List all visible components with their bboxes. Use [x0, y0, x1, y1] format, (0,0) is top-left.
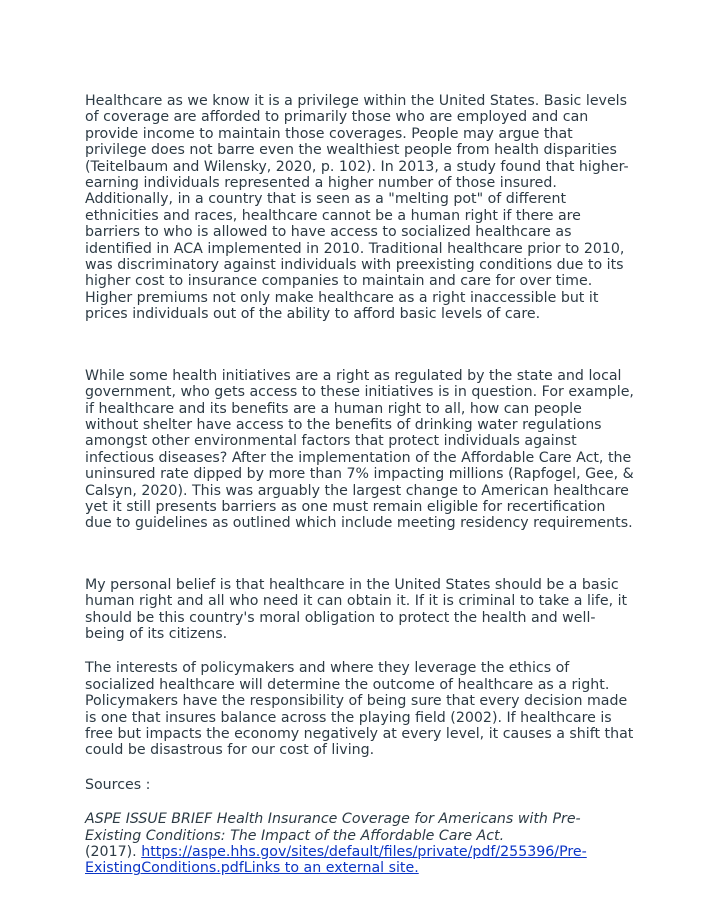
- citation-year: (2017).: [85, 844, 142, 861]
- paragraph-health-initiatives: While some health initiatives are a right as regulated by the state and local government, who gets access to these initiatives is in question. For example, if healthcare and its benefits are a human right to all, how can people without shelter have access to the benefits of drinking water regulations amongst other environmental factors that protect individuals against infectious diseases? After the implementation of the Affordable Care Act, the uninsured rate dipped by more than 7% impacting millions (Rapfogel, Gee, & Calsyn, 2020). This was arguably the largest change to American healthcare yet it still presents barriers as one must remain eligible for recertification due to guidelines as outlined which include meeting residency requirements.: [85, 367, 634, 532]
- paragraph-healthcare-privilege: Healthcare as we know it is a privilege within the United States. Basic levels of coverage are afforded to primarily those who are employed and can provide income to maintain those coverages. People may argue that privilege does not barre even the wealthiest people from health disparities (Teitelbaum and Wilensky, 2020, p. 102). In 2013, a study found that higher-earning individuals represented a higher number of those insured. Additionally, in a country that is seen as a "melting pot" of different ethnicities and races, healthcare cannot be a human right if there are barriers to who is allowed to have access to socialized healthcare as identified in ACA implemented in 2010. Traditional healthcare prior to 2010, was discriminatory against individuals with preexisting conditions due to its higher cost to insurance companies to maintain and care for over time. Higher premiums not only make healthcare as a right inaccessible but it prices individuals out of the ability to afford basic levels of care.: [85, 93, 629, 323]
- paragraph-policymakers: The interests of policymakers and where they leverage the ethics of socialized healthcare will determine the outcome of healthcare as a right. Policymakers have the responsibility of being sure that every decision made is one that insures balance across the playing field (2002). If healthcare is free but impacts the economy negatively at every level, it causes a shift that could be disastrous for our cost of living.: [85, 660, 634, 759]
- sources-heading: Sources :: [85, 776, 151, 793]
- citation-link[interactable]: https://aspe.hhs.gov/sites/default/files/private/pdf/255396/Pre-ExistingConditions.pdfLinks to an external site.: [85, 844, 587, 877]
- paragraph-personal-belief: My personal belief is that healthcare in the United States should be a basic human right and all who need it can obtain it. If it is criminal to take a life, it should be this country's moral obligation to protect the health and well-being of its citizens.: [85, 576, 628, 642]
- citation-title: ASPE ISSUE BRIEF Health Insurance Coverage for Americans with Pre-Existing Conditions: The Impact of the Affordable Care Act.: [85, 811, 581, 844]
- citation: [85, 811, 635, 877]
- document-body: [85, 93, 635, 877]
